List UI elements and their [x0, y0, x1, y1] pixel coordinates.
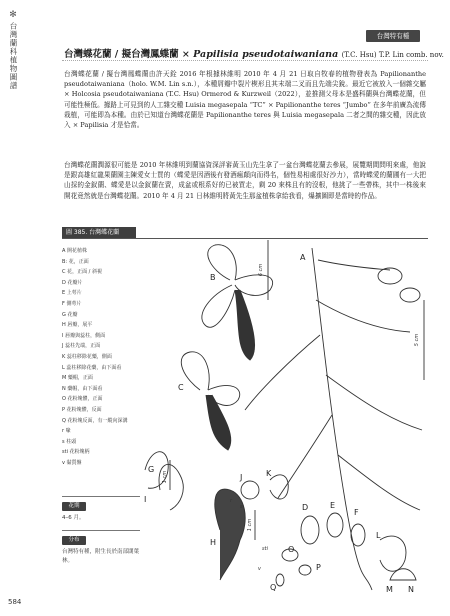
- panel-label: N: [408, 585, 414, 594]
- flower-bud: [378, 268, 402, 284]
- legend-item: O 花粉塊體，正面: [62, 396, 103, 403]
- scale-label: 5 cm: [414, 333, 420, 347]
- legend-item: s 柱頭: [62, 438, 77, 445]
- inflorescence: [318, 260, 390, 270]
- illustration-svg: [140, 240, 430, 595]
- distribution-box: [62, 536, 140, 566]
- distribution-divider: [62, 530, 140, 531]
- plant-stem: [312, 248, 372, 590]
- part-label: s: [240, 504, 243, 510]
- terete-leaf: [278, 415, 332, 498]
- part-label: r: [230, 498, 233, 504]
- figure-divider: [62, 238, 428, 239]
- legend-item: L 蕊柱移除花藥，由下面看: [62, 364, 122, 371]
- legend-item: J 蕊柱先端，正面: [62, 343, 101, 350]
- flower-c-sepal: [181, 352, 209, 390]
- panel-label: G: [148, 465, 155, 474]
- terete-leaf: [326, 375, 422, 430]
- terete-leaf: [245, 335, 320, 410]
- species-scientific-name: Papilisia pseudotaiwaniana: [193, 49, 339, 60]
- figure-legend: [62, 246, 142, 468]
- legend-item: sti 花粉塊柄: [62, 449, 90, 456]
- petal: [351, 524, 365, 546]
- panel-label: A: [300, 253, 306, 262]
- part-label: sti: [262, 546, 268, 552]
- flower-b-petal: [202, 285, 235, 327]
- species-title: [64, 46, 444, 60]
- flower-ornament-icon: ✻: [9, 10, 17, 20]
- flowering-box: [62, 502, 140, 523]
- part-label: v: [258, 566, 261, 572]
- legend-item: H 唇瓣，展平: [62, 322, 93, 329]
- figure-caption: 圖 385. 台灣蝶花蘭: [62, 227, 136, 238]
- terete-leaf: [316, 300, 410, 332]
- botanical-illustration: [140, 240, 430, 595]
- paragraph-2: 台灣蝶花蘭潤源很可能是 2010 年林維明到蘭協資深評審黃玉山先生拿了一盆台灣蝶花蘭去參展，展覽期間問明來處，他說是跟高雄紅龍果蘭園主陳愛女士買的（蝶愛是因酒後有發酒瘋顛向而得名，個性易相處很好沙力），當時蝶愛的蘭圃有一大把山採的金釵蘭、蝶愛是以金釵蘭在賣，成盆或根系好的已被買走，剩 20 來株且有的沒根，他挑了一些帶株，其中一株後來開花竟然就是台灣蝶花蘭。2010 年 4 月 21 日林維明將黃先生那盆植株拿給我看，爆擴圖即是當時的作品。: [64, 161, 426, 200]
- legend-item: C 花，正面 / 斜視: [62, 269, 102, 276]
- panel-label: C: [178, 383, 184, 392]
- panel-label: I: [144, 495, 147, 504]
- legend-item: P 花粉塊體，反面: [62, 406, 102, 413]
- title-divider: [62, 60, 428, 61]
- legend-item: G 花瓣: [62, 311, 78, 318]
- legend-item: Q 花粉塊反面，有一縱向深溝: [62, 417, 128, 424]
- panel-label: B: [210, 273, 216, 282]
- scale-label: 1 cm: [247, 518, 253, 532]
- species-chinese-name: 台灣蝶花蘭 / 擬台灣鳳蝶蘭 ×: [64, 49, 190, 60]
- flowering-value: 4–6 月。: [62, 515, 85, 521]
- panel-label: F: [354, 508, 359, 517]
- panel-label: L: [376, 531, 381, 540]
- legend-item: A 開花植株: [62, 248, 88, 254]
- panel-label: D: [302, 503, 309, 512]
- panel-label: O: [288, 545, 295, 554]
- legend-item: K 蕊柱移除花藥，側面: [62, 353, 112, 360]
- flowering-divider: [62, 496, 140, 497]
- flower-b-lip: [235, 290, 255, 360]
- legend-item: r 喙: [62, 428, 71, 435]
- scale-label: 6 cm: [258, 263, 264, 277]
- panel-label: E: [330, 501, 336, 510]
- panel-label: Q: [270, 583, 277, 592]
- flower-bud: [400, 288, 420, 302]
- column-below: [380, 536, 406, 571]
- terete-leaf: [338, 455, 420, 510]
- legend-item: D 花瓣片: [62, 279, 83, 286]
- legend-item: N 藥帽，由下面看: [62, 385, 103, 392]
- dorsal-sepal: [301, 516, 319, 544]
- legend-item: M 藥帽，正面: [62, 375, 93, 382]
- running-title-text: 台灣蘭科植物圖譜: [9, 22, 18, 90]
- legend-item: I 唇瓣與蕊柱，側面: [62, 332, 106, 339]
- lateral-sepal: [327, 513, 343, 537]
- anther-cap: [390, 569, 416, 580]
- section-tag: 台灣特有種: [366, 30, 420, 42]
- panel-label: H: [210, 538, 217, 547]
- legend-item: F 側萼片: [62, 300, 82, 307]
- paragraph-1: 台灣蝶花蘭 / 擬台灣鳳蝶蘭由許天銓 2016 年根據林維明 2010 年 4 月 21 日取自牧春的植物發表為 Papilionanthe pseudotaiwaniana（holo. W.M. Lin s.n.），本種屑瓣中裂片楔形且其末端二叉而且先端尖銳。最近它被放入一個雜交屬 × Holcosia pseudotaiwaniana (T.C. Hsu) Ormerod & Kurzweil（2022），並推測父母本是盛科蘭與台灣蝶花蘭，但可能性極低。據路上可見到的人工雜交種 Luisia megasepala “TC” × Papilionanthe teres “Jumbo” 在多年前廣為流傳栽植，可能即為本種。由於已知道台灣蝶花蘭是 Papilionanthe teres 與 Luisia megasepala 二者之間的雜交種，因此放入 × Papilisia 才是恰當。: [64, 70, 426, 130]
- distribution-heading: 分布: [62, 536, 86, 545]
- panel-label: M: [386, 585, 393, 594]
- column-apex: [241, 481, 259, 499]
- panel-label: P: [316, 563, 321, 572]
- legend-item: B: 花，正面: [62, 258, 89, 265]
- running-title: [6, 10, 20, 90]
- page-number: 584: [8, 598, 22, 606]
- panel-label: K: [266, 469, 272, 478]
- flowering-heading: 花期: [62, 502, 86, 511]
- scale-label: 1 cm: [162, 470, 168, 484]
- pollinium: [276, 574, 284, 586]
- pollinarium: [299, 565, 311, 575]
- legend-item: v 黏質盤: [62, 459, 82, 466]
- legend-item: E 上萼片: [62, 290, 82, 297]
- panel-label: J: [240, 473, 243, 482]
- distribution-value: 台灣特有種，附生長於南部闊葉林。: [62, 549, 140, 564]
- species-authority: (T.C. Hsu) T.P. Lin comb. nov.: [341, 51, 444, 59]
